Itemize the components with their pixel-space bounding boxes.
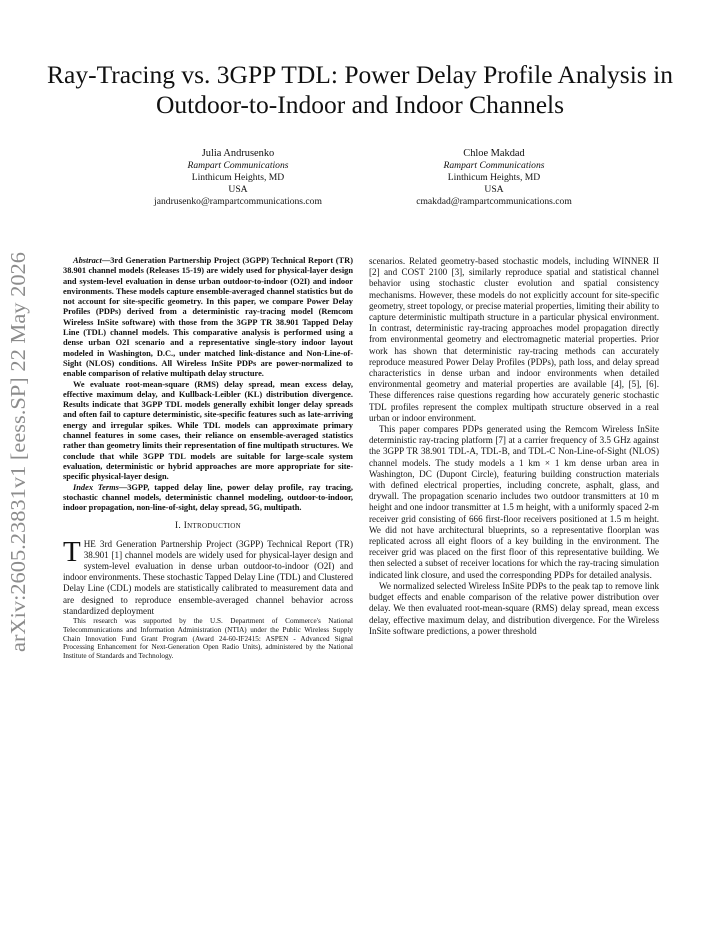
paper-title: Ray-Tracing vs. 3GPP TDL: Power Delay Profile Analysis in Outdoor-to-Indoor and Indoor Channels bbox=[47, 60, 673, 119]
arxiv-stamp-text: arXiv:2605.23831v1 [eess.SP] 22 May 2026 bbox=[6, 277, 30, 652]
body-paragraph: scenarios. Related geometry-based stochastic models, including WINNER II [2] and COST 2100 [3], similarly reproduce spatial and statistical channel behavior using stochastic cluster evolution and spatial consistency mechanisms. However, these models do not explicitly account for site-specific geometry, street topology, or precise material properties, limiting their ability to capture deterministic multipath structure in a particular physical environment. In contrast, deterministic ray-tracing approaches model propagation directly from environmental geometry and electromagnetic material properties. Prior work has shown that deterministic ray-tracing methods can accurately reproduce measured Power Delay Profiles (PDPs), path loss, and delay spread characteristics in dense urban and indoor environments when detailed environmental geometry and material properties are available [4], [5], [6]. These differences raise questions regarding how accurately generic stochastic TDL profiles represent the complex multipath structure observed in a real urban or indoor environment. bbox=[369, 256, 659, 423]
abstract bbox=[63, 256, 353, 513]
abstract-label: Abstract bbox=[73, 256, 102, 265]
body-paragraph: We normalized selected Wireless InSite PDPs to the peak tap to remove link budget effects and enable comparison of the relative power distribution over delay. We then evaluated root-mean-square (RMS) delay spread, mean excess delay, effective maximum delay, and distribution divergence. For the Wireless InSite software predictions, a power threshold bbox=[369, 580, 659, 636]
author-city: Linthicum Heights, MD bbox=[447, 172, 541, 183]
author-email: jandrusenko@rampartcommunications.com bbox=[154, 196, 322, 207]
author-email: cmakdad@rampartcommunications.com bbox=[416, 196, 572, 207]
drop-cap: T bbox=[63, 535, 81, 568]
author-block-1 bbox=[118, 147, 358, 208]
intro-text: HE 3rd Generation Partnership Project (3GPP) Technical Report (TR) 38.901 [1] channel models are widely used for physical-layer design and system-level evaluation in dense urban outdoor-to-indoor (O2I) and indoor environments. These stochastic Tapped Delay Line (TDL) and Clustered Delay Line (CDL) models are statistically calibrated to measurement data and are designed to reproduce ensemble-averaged channel behavior across standardized deployment bbox=[63, 538, 353, 616]
author-name: Julia Andrusenko bbox=[201, 148, 275, 159]
author-block-2 bbox=[374, 147, 614, 208]
intro-paragraph-1 bbox=[63, 535, 353, 617]
author-city: Linthicum Heights, MD bbox=[191, 172, 285, 183]
author-country: USA bbox=[484, 184, 504, 195]
body-paragraph: This paper compares PDPs generated using the Remcom Wireless InSite deterministic ray-tracing platform [7] at a carrier frequency of 3.5 GHz against the 3GPP TR 38.901 TDL-A, TDL-B, and TDL-C Non-Line-of-Sight (NLOS) channel models. The study models a 1 km × 1 km dense urban area in Washington, DC (Dupont Circle), featuring building construction materials with defined electrical properties, including concrete, asphalt, glass, and drywall. The propagation scenario includes two outdoor transmitters at 10 m height and one indoor transmitter at 1.5 m height, with a uniformly spaced 2-m receiver grid consisting of 666 first-floor receivers positioned at 1.5 m height. We did not have architectural blueprints, so a representative floorplan was replicated across all eight floors of a key building in the environment. The receiver grid was placed on the first floor of this representative building. We then selected a subset of receiver locations for which the ray-tracing simulation indicated link closure, and used the corresponding PDPs for detailed analysis. bbox=[369, 424, 659, 580]
abstract-paragraph-2: We evaluate root-mean-square (RMS) delay spread, mean excess delay, effective maximum delay, and Kullback-Leibler (KL) distribution divergence. Results indicate that 3GPP TDL models generally exhibit longer delay spreads and often fail to capture deterministic, site-specific features such as late-arriving energy and irregular spikes. While TDL models can approximate primary channel features in some cases, their reliance on ensemble-averaged statistics rather than geometry limits their representation of fine multipath structures. We conclude that while 3GPP TDL models are suitable for large-scale system evaluation, deterministic or hybrid approaches are more appropriate for site-specific physical-layer design. bbox=[63, 379, 353, 482]
author-name: Chloe Makdad bbox=[463, 148, 525, 159]
section-heading-introduction: I. Introduction bbox=[175, 521, 241, 532]
index-terms-label: Index Terms bbox=[73, 482, 119, 492]
author-affiliation: Rampart Communications bbox=[443, 160, 545, 171]
index-terms bbox=[63, 483, 353, 514]
author-affiliation: Rampart Communications bbox=[187, 160, 289, 171]
index-terms-text: —3GPP, tapped delay line, power delay profile, ray tracing, stochastic channel models, deterministic channel modeling, outdoor-to-indoor, indoor propagation, non-line-of-sight, delay spread, 5G, multipath. bbox=[63, 482, 354, 513]
abstract-paragraph-1 bbox=[63, 256, 353, 380]
left-column bbox=[63, 256, 353, 661]
arxiv-stamp bbox=[0, 240, 36, 660]
abstract-text-1: —3rd Generation Partnership Project (3GPP) Technical Report (TR) 38.901 channel models (Releases 15-19) are widely used for physical-layer design and system-level evaluation in dense urban outdoor-to-indoor (O2I) and indoor environments. These models capture ensemble-averaged channel statistics but do not account for site-specific geometry. In this paper, we compare Power Delay Profiles (PDPs) derived from a deterministic ray-tracing model (Remcom Wireless InSite software) with those from the 3GPP TR 38.901 Tapped Delay Line (TDL) channel models. This comparative analysis is performed using a dense urban O2I scenario and a representative single-story indoor layout modeled in Washington, D.C., under matched link-distance and Non-Line-of-Sight (NLOS) conditions. All Wireless InSite PDPs are power-normalized to enable comparison of relative multipath delay structure. bbox=[63, 256, 353, 379]
author-country: USA bbox=[228, 184, 248, 195]
right-column bbox=[369, 256, 659, 637]
funding-footnote: This research was supported by the U.S. Department of Commerce's National Telecommunications and Information Administration (NTIA) under the Public Wireless Supply Chain Innovation Fund Grant Program (Award 24-60-IF2415: ASPEN - Advanced Signal Processing Enhancement for Next-Generation Open Radio Units), administered by the National Institute of Standards and Technology. bbox=[63, 617, 353, 661]
